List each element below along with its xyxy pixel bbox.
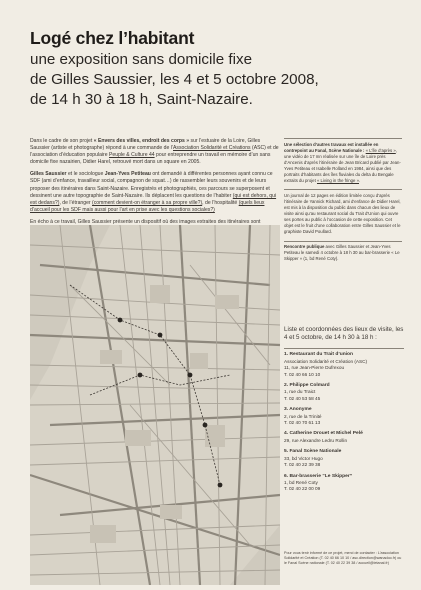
divider bbox=[284, 348, 404, 349]
text-run: avec Gilles Saussier et Jean-Yves Petiteau le samedi 4 octobre à 18 h 30 au bar-brasserie « Le Skipper » (1, bd René Coty). bbox=[284, 244, 400, 262]
text-run: et le sociologue bbox=[66, 171, 105, 178]
question-text: (qui est dehors, qui est dedans?) bbox=[30, 192, 277, 206]
contact-footer: Pour vous tenir informé de ce projet, merci de contacter : L’association Solidarité et Création (T. 02 40 66 10 10 / asc.direction@wanadoo.fr) ou le Fanal Scène nationale (T. 02 40 22 39 38 / accueil@letanal.fr) bbox=[284, 551, 402, 565]
list-item bbox=[284, 474, 404, 493]
location-line: 1, rue du Traict bbox=[284, 389, 316, 395]
text-run: , de l’hospitalité bbox=[202, 199, 239, 206]
side-notes bbox=[284, 138, 402, 267]
subtitle-line: de Gilles Saussier, les 4 et 5 octobre 2008, bbox=[30, 71, 319, 88]
list-item bbox=[284, 352, 404, 378]
side-note-title: Rencontre publique bbox=[284, 244, 325, 250]
locations-intro: Liste et coordonnées des lieux de visite, les 4 et 5 octobre, de 14 h 30 à 18 h : bbox=[284, 326, 404, 342]
question-text: (comment devient-on étranger à sa propre ville?) bbox=[92, 199, 203, 206]
project-name: « Living in the fringe » bbox=[316, 178, 360, 184]
location-line: T. 02 40 53 58 45 bbox=[284, 395, 321, 401]
text-run: . bbox=[359, 178, 361, 184]
work-title: « L’Île d’après » bbox=[365, 147, 396, 153]
location-name: 5. Fanal Scène Nationale bbox=[284, 449, 342, 455]
intro-paragraph-1 bbox=[30, 138, 280, 166]
text-run: pour entreprendre un travail en mémoire d’un sans domicile fixe nazairien, Didier Harel, retrouvé mort dans un square en 2005. bbox=[30, 152, 271, 166]
location-line: 1, bd René Coty bbox=[284, 479, 318, 485]
divider bbox=[284, 189, 402, 190]
text-run: , de l’étranger bbox=[59, 199, 93, 206]
city-map bbox=[30, 225, 280, 585]
org-link-asc[interactable]: Association Solidarité et Créations bbox=[173, 145, 251, 152]
org-link-peuple-culture[interactable]: Peuple & Culture 44 bbox=[109, 152, 155, 159]
location-line: T. 02 40 22 00 09 bbox=[284, 486, 321, 492]
text-run: Ils déplacent les questions de l’habiter bbox=[143, 192, 233, 199]
side-note-video bbox=[284, 142, 402, 185]
subtitle-line: de 14 h 30 à 18 h, Saint-Nazaire. bbox=[30, 91, 253, 108]
location-line: T. 02 40 66 10 10 bbox=[284, 371, 321, 377]
text-run: Dans le cadre de son projet bbox=[30, 138, 94, 144]
subtitle-line: une exposition sans domicile fixe bbox=[30, 51, 253, 68]
location-line: 11, rue Jean-Pierre Dufrexou bbox=[284, 365, 345, 371]
location-line: 2, rue de la Trinité bbox=[284, 413, 322, 419]
text-run: , une vidéo de 17 mn réalisée sur une île de Loire près d’Ancenis d’après l’itinéraire de Jean Bricard publié par Jean-Yves Petiteau et Isabelle Rolland en 1984, ainsi que des portraits d’habitants des îles fluviales du delta du Bengale extraits du projet bbox=[284, 147, 401, 184]
intro-paragraph-2 bbox=[30, 171, 280, 214]
street-map-graphic bbox=[30, 225, 280, 585]
location-name: 2. Philippe Colmard bbox=[284, 383, 330, 389]
location-name: 4. Catherine Drouet et Michel Pelé bbox=[284, 431, 363, 437]
list-item bbox=[284, 431, 404, 444]
location-name: 1. Restaurant du Trait d’union bbox=[284, 352, 354, 358]
side-note-title: Une sélection d’autres travaux est installée en contrepoint au Fanal, Scène Nationale : bbox=[284, 141, 379, 153]
question-text: (quels lieux d’accueil pour les SDF mais aussi pour l’art en prise avec les questions sociales?) bbox=[30, 199, 265, 213]
divider bbox=[284, 138, 402, 139]
location-line: 29, rue Alexandre Ledru Rollin bbox=[284, 437, 348, 443]
location-line: 33, bd Victor Hugo bbox=[284, 455, 323, 461]
poster-title: Logé chez l’habitant bbox=[30, 28, 195, 48]
text-run: ont demandé à différentes personnes ayant connu ce SDF (ami d’enfance, travailleur social, compagnon de squat…) de rassembler leurs souvenirs et de leurs proposer des itinéraires dans Saint-Nazaire. Enregistrés et photographiés, ces parcours se superposent et dessinent une autre topographie de Saint-Nazaire. bbox=[30, 171, 273, 199]
intro-text bbox=[30, 138, 280, 238]
sociologist-name: Jean-Yves Petiteau bbox=[104, 171, 151, 178]
list-item bbox=[284, 383, 404, 402]
location-name: 3. Anonyme bbox=[284, 407, 312, 413]
divider bbox=[284, 241, 402, 242]
location-line: Association Solidarité et Création (ASC) bbox=[284, 358, 368, 364]
poster-subtitle bbox=[30, 50, 410, 110]
list-item bbox=[284, 449, 404, 468]
location-line: T. 02 40 70 61 13 bbox=[284, 420, 321, 426]
text-run: (ASC) et de l’association d’éducation populaire bbox=[30, 145, 279, 159]
artist-name: Gilles Saussier bbox=[30, 171, 67, 178]
intro-paragraph-3: En écho à ce travail, Gilles Saussier présente un dispositif où des images extraites des itinéraires sont bbox=[30, 218, 261, 225]
text-run: sur l’estuaire de la Loire, Gilles Saussier (artiste et photographe) répond à une commande de l’ bbox=[30, 138, 261, 152]
list-item bbox=[284, 407, 404, 426]
location-name: 6. Bar-brasserie “Le Skipper” bbox=[284, 473, 353, 479]
project-name: « Envers des villes, endroit des corps » bbox=[93, 138, 190, 144]
location-line: T. 02 40 22 39 38 bbox=[284, 462, 321, 468]
visit-locations bbox=[284, 326, 404, 498]
side-note-journal: Un journal de 12 pages en édition limitée conçu d’après l’itinéraire de Yannick Richard, ami d’enfance de Didier Harel, est mis à la disposition du public dans chacun des lieux de visite ainsi qu’au restaurant social du Trait d’Union qui ouvre ses portes au public à l’occasion de cette exposition. Cet objet est le fruit d’une collaboration entre Gilles Saussier et le graphiste David Poullard. bbox=[284, 192, 401, 235]
side-note-meeting bbox=[284, 244, 402, 262]
